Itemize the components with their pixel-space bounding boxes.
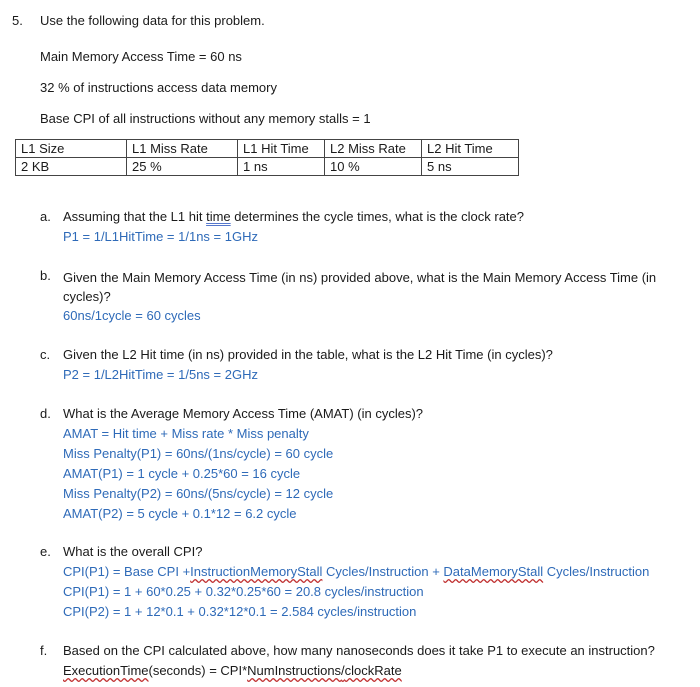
table-row bbox=[16, 158, 519, 176]
question-c-text: Given the L2 Hit time (in ns) provided in the table, what is the L2 Hit Time (in cycles)? bbox=[63, 347, 553, 362]
question-c-letter: c. bbox=[40, 347, 51, 362]
question-a-post: determines the cycle times, what is the clock rate? bbox=[230, 209, 525, 224]
header-l2-miss-rate: L2 Miss Rate bbox=[325, 140, 422, 158]
problem-title: Use the following data for this problem. bbox=[40, 13, 265, 28]
answer-c-1: P2 = 1/L2HitTime = 1/5ns = 2GHz bbox=[63, 367, 258, 382]
question-d-letter: d. bbox=[40, 406, 51, 421]
question-a-text bbox=[63, 209, 524, 224]
answer-f-slash: / bbox=[341, 663, 345, 678]
answer-e-formula-a: CPI(P1) = Base CPI + bbox=[63, 564, 191, 579]
header-l1-size: L1 Size bbox=[16, 140, 127, 158]
answer-f-formula-b: (seconds) = CPI* bbox=[148, 663, 248, 678]
given-data-access: 32 % of instructions access data memory bbox=[40, 80, 277, 95]
question-a-pre: Assuming that the L1 hit bbox=[63, 209, 207, 224]
cell-l1-miss-rate: 25 % bbox=[127, 158, 238, 176]
given-base-cpi: Base CPI of all instructions without any memory stalls = 1 bbox=[40, 111, 371, 126]
question-f-text: Based on the CPI calculated above, how many nanoseconds does it take P1 to execute an instruction? bbox=[63, 643, 655, 658]
table-header-row bbox=[16, 140, 519, 158]
answer-d-2: Miss Penalty(P1) = 60ns/(1ns/cycle) = 60 cycle bbox=[63, 446, 334, 461]
cache-table bbox=[15, 139, 519, 176]
answer-d-1: AMAT = Hit time + Miss rate * Miss penalty bbox=[63, 426, 309, 441]
answer-e-imem-stall: InstructionMemoryStall bbox=[190, 564, 323, 579]
answer-d-5: AMAT(P2) = 5 cycle + 0.1*12 = 6.2 cycle bbox=[63, 506, 297, 521]
answer-d-3: AMAT(P1) = 1 cycle + 0.25*60 = 16 cycle bbox=[63, 466, 301, 481]
answer-f-num-instructions: NumInstructions bbox=[247, 663, 342, 678]
question-d-text: What is the Average Memory Access Time (AMAT) (in cycles)? bbox=[63, 406, 424, 421]
problem-number: 5. bbox=[12, 13, 23, 28]
question-b-text: Given the Main Memory Access Time (in ns) provided above, what is the Main Memory Access Time (in cycles)? bbox=[63, 270, 657, 304]
given-main-memory: Main Memory Access Time = 60 ns bbox=[40, 49, 242, 64]
answer-b-1: 60ns/1cycle = 60 cycles bbox=[63, 308, 201, 323]
question-e-text: What is the overall CPI? bbox=[63, 544, 203, 559]
answer-f-formula bbox=[63, 663, 402, 678]
answer-e-dmem-stall: DataMemoryStall bbox=[443, 564, 544, 579]
cell-l2-miss-rate: 10 % bbox=[325, 158, 422, 176]
answer-e-formula bbox=[63, 564, 649, 579]
answer-a-1: P1 = 1/L1HitTime = 1/1ns = 1GHz bbox=[63, 229, 258, 244]
question-a-time-word: time bbox=[206, 209, 231, 224]
header-l1-hit-time: L1 Hit Time bbox=[238, 140, 325, 158]
header-l2-hit-time: L2 Hit Time bbox=[422, 140, 519, 158]
question-b-letter: b. bbox=[40, 268, 51, 283]
cell-l2-hit-time: 5 ns bbox=[422, 158, 519, 176]
cell-l1-size: 2 KB bbox=[16, 158, 127, 176]
answer-e-formula-e: Cycles/Instruction bbox=[543, 564, 650, 579]
answer-d-4: Miss Penalty(P2) = 60ns/(5ns/cycle) = 12 cycle bbox=[63, 486, 334, 501]
header-l1-miss-rate: L1 Miss Rate bbox=[127, 140, 238, 158]
answer-e-formula-c: Cycles/Instruction + bbox=[322, 564, 444, 579]
cell-l1-hit-time: 1 ns bbox=[238, 158, 325, 176]
answer-f-clock-rate: clockRate bbox=[344, 663, 402, 678]
answer-e-3: CPI(P2) = 1 + 12*0.1 + 0.32*12*0.1 = 2.584 cycles/instruction bbox=[63, 604, 417, 619]
question-a-letter: a. bbox=[40, 209, 51, 224]
question-e-letter: e. bbox=[40, 544, 51, 559]
question-f-letter: f. bbox=[40, 643, 48, 658]
answer-f-execution-time: ExecutionTime bbox=[63, 663, 149, 678]
answer-e-2: CPI(P1) = 1 + 60*0.25 + 0.32*0.25*60 = 20.8 cycles/instruction bbox=[63, 584, 424, 599]
